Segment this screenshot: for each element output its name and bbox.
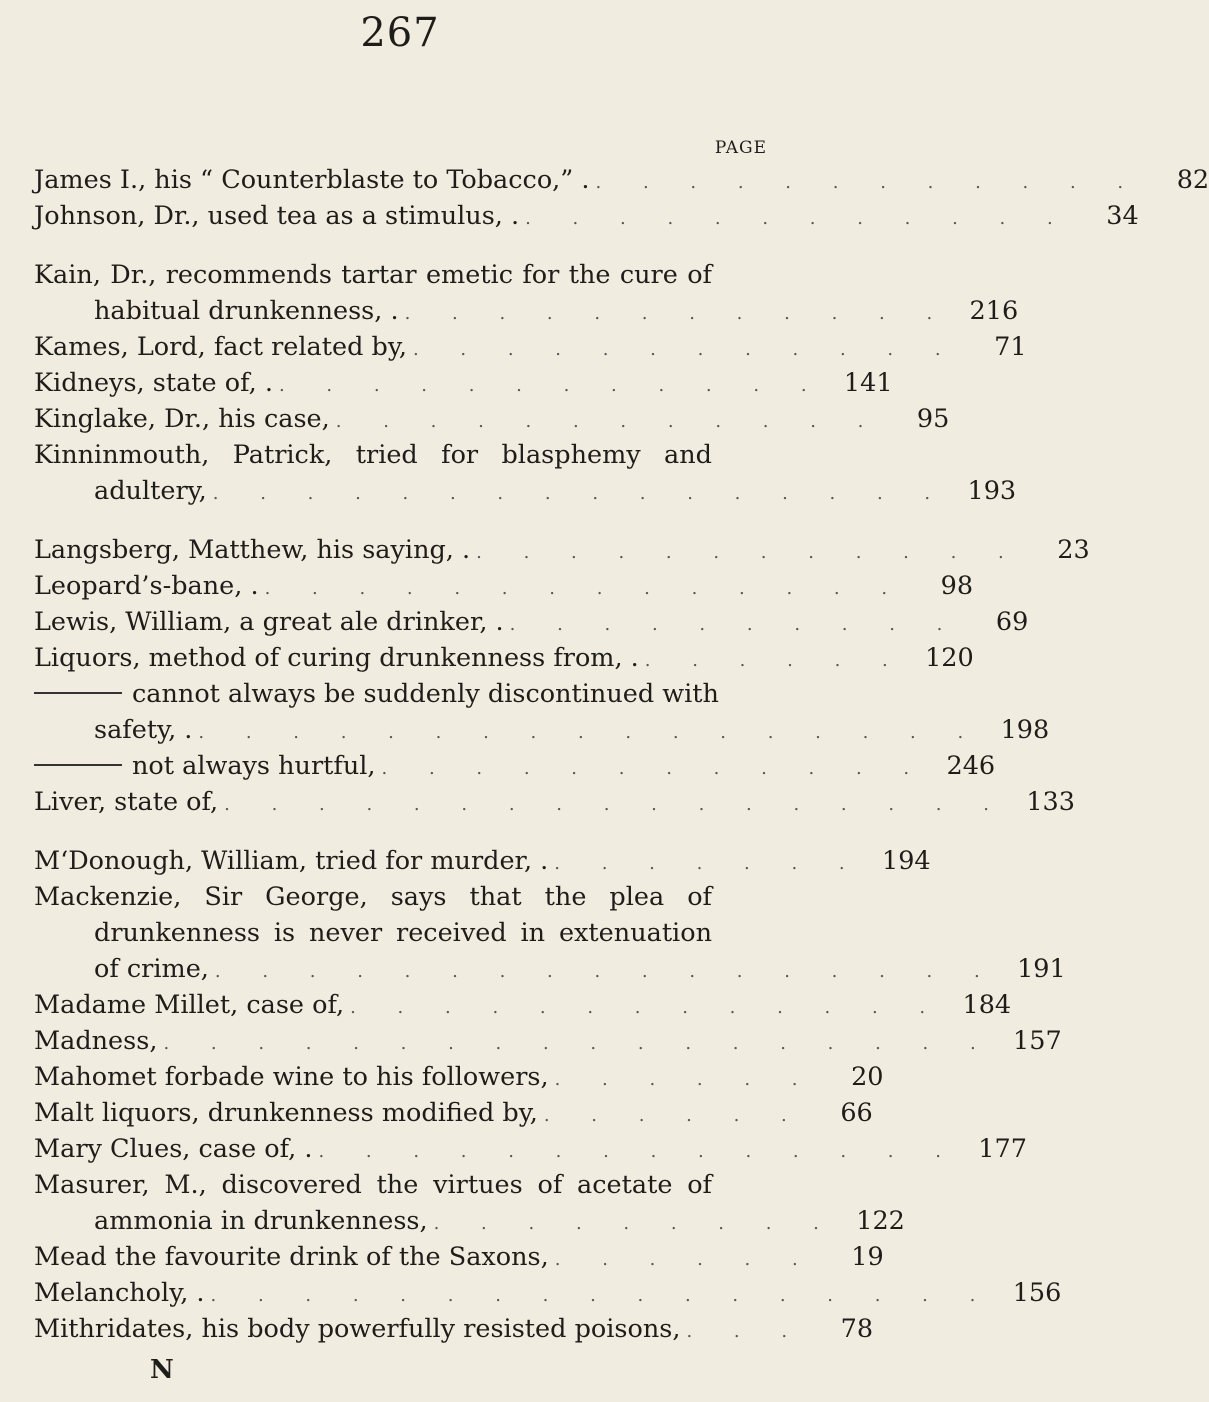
index-entry: Mead the favourite drink of the Saxons, . . . . . . 19: [34, 1242, 884, 1272]
index-entry: habitual drunkenness, . . . . . . . . . . . . . 216: [94, 296, 1019, 326]
index-entry: drunkenness is never received in extenuation: [94, 918, 712, 948]
index-entry: Mithridates, his body powerfully resisted poisons, . . . 78: [34, 1314, 874, 1344]
signature-mark: N: [150, 1355, 174, 1385]
index-entry: adultery, . . . . . . . . . . . . . . . . 193: [94, 476, 1017, 506]
index-entry: Masurer, M., discovered the virtues of acetate of: [34, 1170, 712, 1200]
page-column-header: PAGE: [714, 138, 767, 158]
index-entry: cannot always be suddenly discontinued with: [34, 676, 774, 712]
index-entry: Kames, Lord, fact related by, . . . . . . . . . . . . 71: [34, 332, 1027, 362]
index-entry: Mary Clues, case of, . . . . . . . . . . . . . . . 177: [34, 1134, 1027, 1164]
index-entry: Kinglake, Dr., his case, . . . . . . . . . . . . 95: [34, 404, 950, 434]
index-entry: Malt liquors, drunkenness modified by, . . . . . . 66: [34, 1098, 873, 1128]
index-entry: Liver, state of, . . . . . . . . . . . . . . . . . 133: [34, 787, 1075, 817]
index-entry: Kidneys, state of, . . . . . . . . . . . . . 141: [34, 368, 893, 398]
index-entry: not always hurtful, . . . . . . . . . . . . 246: [34, 748, 774, 784]
index-entry: Madness, . . . . . . . . . . . . . . . . . . 157: [34, 1026, 1062, 1056]
index-entry: safety, . . . . . . . . . . . . . . . . . . 198: [94, 715, 1050, 745]
index-entry: Kain, Dr., recommends tartar emetic for the cure of: [34, 260, 712, 290]
index-entry: Mahomet forbade wine to his followers, . . . . . . 20: [34, 1062, 884, 1092]
index-entry: James I., his “ Counterblaste to Tobacco,” . . . . . . . . . . . . . 82: [34, 165, 1209, 195]
index-entry: of crime, . . . . . . . . . . . . . . . . . 191: [94, 954, 1066, 984]
index-entry: ammonia in drunkenness, . . . . . . . . . 122: [94, 1206, 905, 1236]
index-entry: Melancholy, . . . . . . . . . . . . . . . . . . 156: [34, 1278, 1062, 1308]
index-entry: Madame Millet, case of, . . . . . . . . . . . . . 184: [34, 990, 1012, 1020]
index-entry: Johnson, Dr., used tea as a stimulus, . . . . . . . . . . . . . 34: [34, 201, 1139, 231]
index-entry: Kinninmouth, Patrick, tried for blasphemy and: [34, 440, 712, 470]
index-entry: Leopard’s-bane, . . . . . . . . . . . . . . . 98: [34, 571, 974, 601]
index-entry: Liquors, method of curing drunkenness from, . . . . . . . 120: [34, 643, 974, 673]
index-entries: [34, 162, 1209, 1347]
index-entry: Langsberg, Matthew, his saying, . . . . . . . . . . . . . 23: [34, 535, 1090, 565]
index-entry: Mackenzie, Sir George, says that the plea of: [34, 882, 712, 912]
index-entry: M‘Donough, William, tried for murder, . . . . . . . . 194: [34, 846, 931, 876]
index-entry: Lewis, William, a great ale drinker, . . . . . . . . . . . 69: [34, 607, 1029, 637]
page-number: 267: [360, 10, 440, 56]
